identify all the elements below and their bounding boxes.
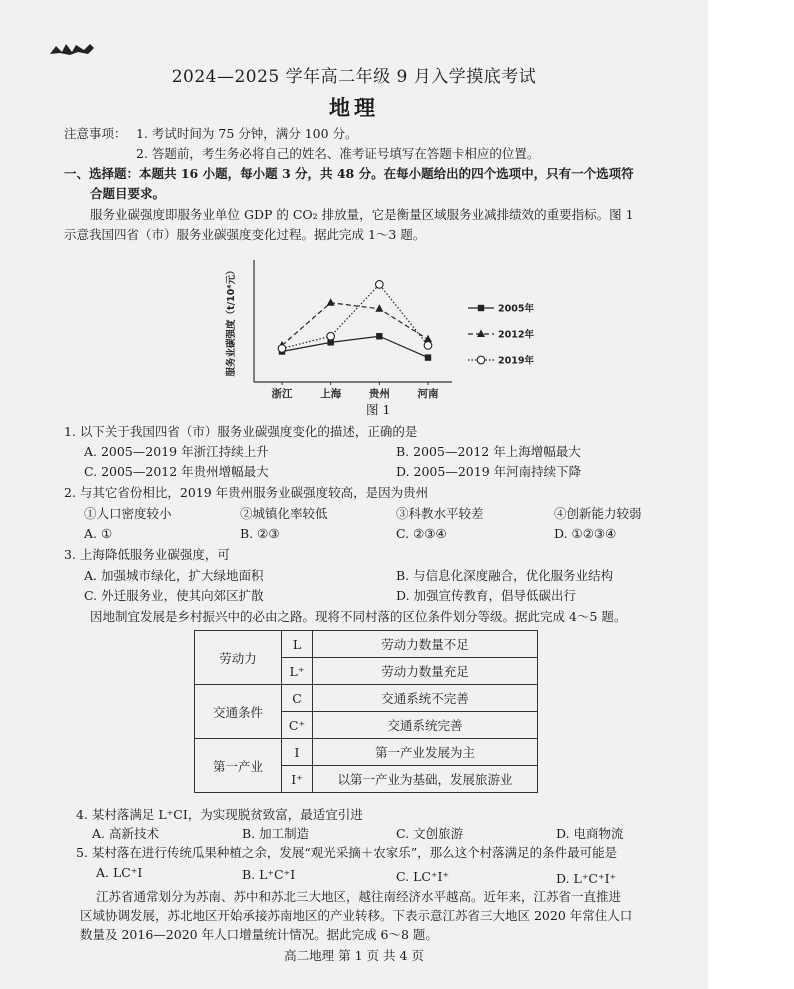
intro-5: 区域协调发展，苏北地区开始承接苏南地区的产业转移。下表示意江苏省三大地区 2020 年常住人口 <box>80 908 633 923</box>
legend-marker <box>478 305 484 311</box>
subject-title: 地理 <box>329 95 379 120</box>
question-5: 5. 某村落在进行传统瓜果种植之余，发展“观光采摘＋农家乐”，那么这个村落满足的条件最可能是 <box>76 845 618 860</box>
section-heading: 一、选择题：本题共 16 小题，每小题 3 分，共 48 分。在每小题给出的四个选项中，只有一个选项符 <box>64 166 634 181</box>
series-2005年 <box>279 333 431 361</box>
notes-label: 注意事项： <box>64 126 127 141</box>
q1-option-d[interactable]: D. 2005—2019 年河南持续下降 <box>396 464 582 479</box>
q4-option-a[interactable]: A. 高新技术 <box>92 826 159 841</box>
group-transport: 交通条件 <box>195 685 282 739</box>
level-code: L <box>282 631 313 658</box>
q1-option-a[interactable]: A. 2005—2019 年浙江持续上升 <box>84 444 269 459</box>
intro-4: 江苏省通常划分为苏南、苏中和苏北三大地区，越往南经济水平越高。近年来，江苏省一直推进 <box>96 889 622 904</box>
data-point <box>425 354 431 360</box>
series-2012年 <box>278 298 432 348</box>
q4-option-b[interactable]: B. 加工制造 <box>242 826 310 841</box>
q5-option-c[interactable]: C. LC⁺I⁺ <box>396 869 450 884</box>
q5-option-b[interactable]: B. L⁺C⁺I <box>242 867 296 882</box>
intro-6: 数量及 2016—2020 年人口增量统计情况。据此完成 6～8 题。 <box>80 927 438 942</box>
x-tick-label: 贵州 <box>368 388 390 400</box>
legend-item <box>468 355 534 367</box>
y-axis-label: 服务业碳强度（t/10⁴元） <box>226 265 237 377</box>
legend-item <box>468 303 534 315</box>
series-line <box>282 336 428 357</box>
q2-option-c[interactable]: C. ②③④ <box>396 526 447 541</box>
question-2: 2. 与其它省份相比，2019 年贵州服务业碳强度较高，是因为贵州 <box>64 485 429 500</box>
intro-1: 服务业碳强度即服务业单位 GDP 的 CO₂ 排放量，它是衡量区域服务业减排绩效的重要指标。图 1 <box>90 207 634 222</box>
exam-title: 2024—2025 学年高二年级 9 月入学摸底考试 <box>171 67 537 87</box>
q2-statement-4: ④创新能力较弱 <box>554 506 642 521</box>
figure-caption: 图 1 <box>366 402 391 417</box>
series-2019年 <box>278 281 432 353</box>
q2-option-b[interactable]: B. ②③ <box>240 526 280 541</box>
level-description: 劳动力数量不足 <box>313 631 538 658</box>
level-description: 第一产业发展为主 <box>313 739 538 766</box>
data-point <box>327 298 335 306</box>
level-description: 以第一产业为基础，发展旅游业 <box>313 766 538 793</box>
level-code: L⁺ <box>282 658 313 685</box>
q2-option-d[interactable]: D. ①②③④ <box>554 526 617 541</box>
legend-item <box>468 329 534 341</box>
intro-3: 因地制宜发展是乡村振兴中的必由之路。现将不同村落的区位条件划分等级。据此完成 4～5 题。 <box>90 609 627 624</box>
q1-option-c[interactable]: C. 2005—2012 年贵州增幅最大 <box>84 464 269 479</box>
chart-axes <box>225 260 452 400</box>
q2-statement-1: ①人口密度较小 <box>84 506 172 521</box>
question-1: 1. 以下关于我国四省（市）服务业碳强度变化的描述，正确的是 <box>64 424 418 439</box>
level-code: C⁺ <box>282 712 313 739</box>
note-2: 2. 答题前，考生务必将自己的姓名、准考证号填写在答题卡相应的位置。 <box>136 146 540 161</box>
q2-statement-3: ③科教水平较差 <box>396 506 484 521</box>
q2-option-a[interactable]: A. ① <box>84 526 113 541</box>
location-conditions-table <box>194 630 538 793</box>
data-point <box>375 304 383 312</box>
level-description: 交通系统完善 <box>313 712 538 739</box>
q1-option-b[interactable]: B. 2005—2012 年上海增幅最大 <box>396 444 581 459</box>
legend-marker <box>477 356 485 364</box>
intro-2: 示意我国四省（市）服务业碳强度变化过程。据此完成 1～3 题。 <box>64 227 426 242</box>
data-point <box>376 281 384 289</box>
legend-label: 2019年 <box>498 355 534 367</box>
table-row <box>195 631 538 658</box>
question-3: 3. 上海降低服务业碳强度，可 <box>64 547 230 562</box>
table-row <box>195 685 538 712</box>
q3-option-b[interactable]: B. 与信息化深度融合，优化服务业结构 <box>396 568 614 583</box>
q3-option-d[interactable]: D. 加强宣传教育，倡导低碳出行 <box>396 588 577 603</box>
question-4: 4. 某村落满足 L⁺CI，为实现脱贫致富，最适宜引进 <box>76 807 363 822</box>
section-heading-cont: 合题目要求。 <box>90 186 166 201</box>
q5-option-a[interactable]: A. LC⁺I <box>96 865 143 880</box>
x-tick-label: 上海 <box>320 388 342 400</box>
q5-option-d[interactable]: D. L⁺C⁺I⁺ <box>556 871 617 886</box>
q3-option-a[interactable]: A. 加强城市绿化，扩大绿地面积 <box>84 568 264 583</box>
level-description: 交通系统不完善 <box>313 685 538 712</box>
carbon-intensity-chart <box>222 258 542 420</box>
level-code: I⁺ <box>282 766 313 793</box>
data-point <box>278 345 286 353</box>
q4-option-d[interactable]: D. 电商物流 <box>556 826 624 841</box>
legend-marker <box>477 330 485 338</box>
group-labour: 劳动力 <box>195 631 282 685</box>
level-code: I <box>282 739 313 766</box>
chart-series <box>278 281 432 361</box>
q3-option-c[interactable]: C. 外迁服务业，使其向郊区扩散 <box>84 588 264 603</box>
bull-logo-icon <box>48 40 96 58</box>
legend-label: 2012年 <box>498 329 534 341</box>
x-tick-label: 河南 <box>417 388 439 400</box>
q4-option-c[interactable]: C. 文创旅游 <box>396 826 464 841</box>
page-footer: 高二地理 第 1 页 共 4 页 <box>284 948 424 963</box>
x-tick-label: 浙江 <box>271 388 293 400</box>
level-description: 劳动力数量充足 <box>313 658 538 685</box>
group-primary-industry: 第一产业 <box>195 739 282 793</box>
legend-label: 2005年 <box>498 303 534 315</box>
q2-statement-2: ②城镇化率较低 <box>240 506 328 521</box>
data-point <box>376 333 382 339</box>
level-code: C <box>282 685 313 712</box>
note-1: 1. 考试时间为 75 分钟，满分 100 分。 <box>136 126 358 141</box>
data-point <box>327 332 335 340</box>
data-point <box>424 342 432 350</box>
chart-legend <box>468 303 534 367</box>
table-row <box>195 739 538 766</box>
